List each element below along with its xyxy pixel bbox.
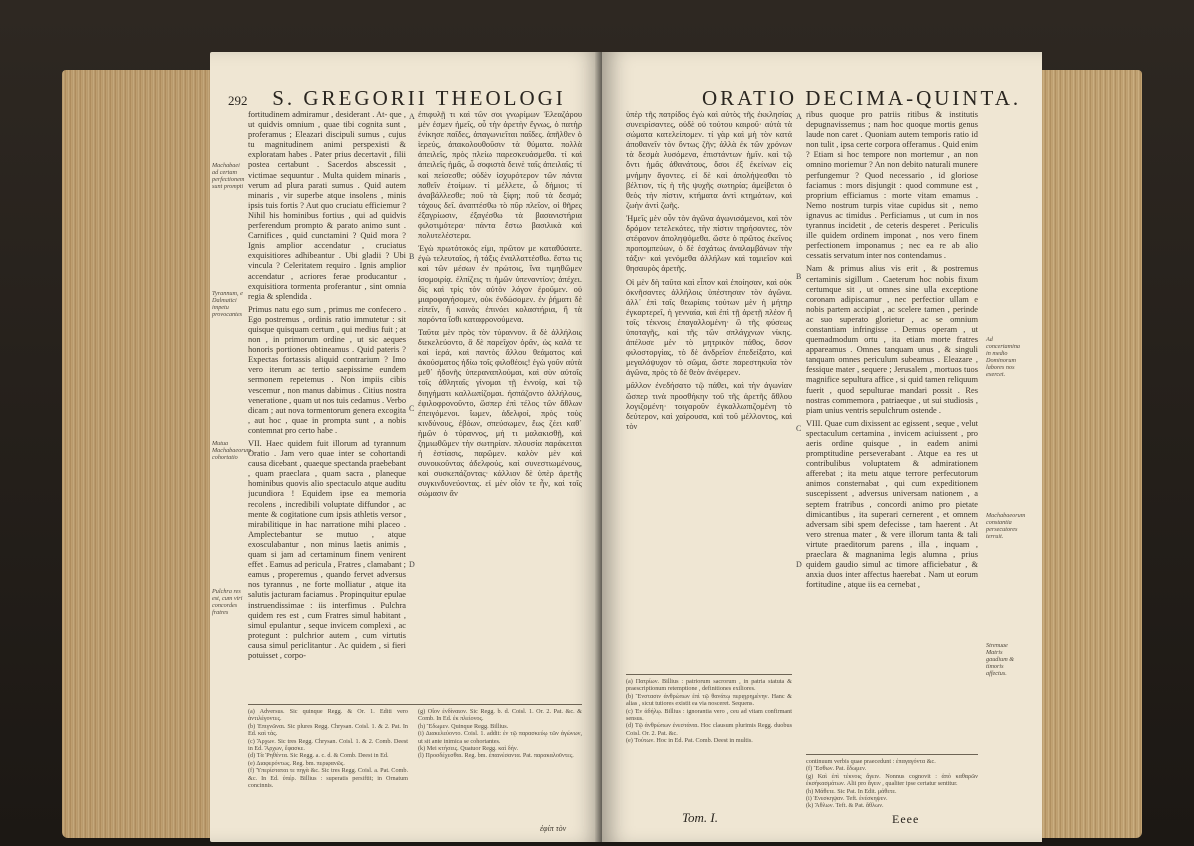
section-letter: B	[796, 272, 802, 281]
right-running-head	[702, 86, 1042, 111]
footnote: (d) Τῷ ἀνθρώπων ἐνεστάναι. Hoc clausum plurimis Regg. duobus Coisl. Or. 2. Pat. &c.	[626, 722, 792, 737]
section-letter: D	[409, 560, 415, 569]
right-page	[602, 52, 1042, 842]
footnote: (i) Διακελεύοντο. Coisl. 1. addit: ἐν τῷ παρασκεύῳ τῶν ἀγώνων, ut sit ante inimica se cohortantes.	[418, 730, 582, 745]
footnotes-right-2	[806, 758, 978, 810]
footnote: (k) Mei κτήσεις. Quatuor Regg. καὶ δήν.	[418, 745, 519, 753]
footnote: (f) Ἔσθων. Pat. ἔδωμεν.	[806, 765, 867, 773]
footnote-rule	[626, 674, 792, 675]
latin-paragraph: Primus natu ego sum , primus me confecero . Ego postremus , ordinis ratio immutetur : sit quisque quisquam certum , qui medius fuit ; at non , in primorum ordine , ut sic aeques honoris portiones obtineamus . Quid pateris ? Expectas fortassis aliquid contrarium ? Imo vero iterum ac tertio saepissime eundem sermonem repetemus . Non impiis cibis vescemur , non manus dabimus . Citius nostra veneratione , quam ut nos tuis cedamus . Verbo dicam ; aut nova tormentorum genera excogita , aut hoc , quae in prompta sunt , a nobis contemnat pro certo habe .	[248, 304, 406, 435]
greek-paragraph: Οἱ μὲν δὴ ταῦτα καὶ εἶπον καὶ ἐποίησαν, καὶ οὐκ ὀκνῆσαντες ἀλλήλοις ὑπέστησαν τὸν ἀγῶνα. ἀλλ᾽ ἐπὶ ταῖς θεωρίαις τούτων μὲν ἡ μήτηρ ἐγκαρτερεῖ, ἡ γενναία, καὶ ἐπὶ τῇ ἀρετῇ πλέον ἢ τοῖς τέκνοις ἐπαγαλλομένη· ὢ τῆς φύσεως ὑποταγῆς, καὶ τῆς τῶν σπλάγχνων νίκης. ἀπέλυσε μὲν τὸ μητρικὸν πάθος, ὅσον φιλοστοργίας, τὸ δὲ ἀνδρεῖον ἐπεδείξατο, καὶ μεγαλόψυχον τὸ σῶμα, ὥστε παρεστηκυῖα τὸν ἀγῶνα, πρὸς τὸ δὲ θεὸν ἀνέφερεν.	[626, 277, 792, 378]
section-letter: C	[796, 424, 802, 433]
footnote: (i) Ἐνεσκηψαν. Teft. ἐνέσκηψεν.	[806, 795, 888, 803]
section-letter: B	[409, 252, 415, 261]
greek-paragraph: ὑπὲρ τῆς πατρίδος ἐγὼ καὶ αὐτὸς τῆς ἐκκλησίας συνειρίσαντες, οὐδὲ οὐ τούτου καιροῦ· αὐτὰ τὰ σώματα κατελείπομεν. τί γὰρ καὶ μὴ τὸν κατά ἀποθανεῖν τὸν ὄντως ζῆν; ἀλλὰ ἐκ τῶν χρόνων τὰ δεσμὰ λυσόμενα, ἐπιστάντων ἡμῖν. καὶ τῷ ὄντι ἡμᾶς ἀθανάτους, ὅσοι ἐξ ἐκείνων εἰς μνήμην ἄγοντες. εἰ δὲ καὶ ἀπολήψεσθαι τὸ βέλτιον, τίς ἡ τῆς ψυχῆς σωτηρία; ἀμείβεται ὁ θεὸς τὴν πίστιν, κτήματα ἀντὶ κτημάτων, καὶ ζωὴν ἀντὶ ζωῆς.	[626, 110, 792, 210]
footnotes-left	[248, 708, 408, 818]
left-page-edges	[62, 70, 212, 838]
section-letter: D	[796, 560, 802, 569]
latin-paragraph: Nam & primus alius vis erit , & postremus certaminis sigillum . Caeterum hoc nobis fixum certumque sit , ut omnes sine ulla exceptione coronam adipiscamur , nec perfectior ullam e nobis partem accipiat , ac scelere tamen , perinde ac suo superato glorietur , ac se omnium constantiam infringisse . Demus operam , ut quemadmodum ortu , ita etiam morte fratres appareamus . Omnes tanquam unus , & singuli tanquam omnes periculum subeamus . Eleazare , fessique mater , sequere ; Jerusalem , mortuos tuos magnifice sepultura affice , si quid tamen reliquum fuerit , quod sepulturae mandari possit . Res nostras commemora , patriaeque , ut sui studiosis , piam unius ventris sepulchrum ostende .	[806, 264, 978, 415]
greek-paragraph: ἐπιφυλῇ τι καὶ τῶν σοι γνωρίμων Ἐλεαζάρου μὲν ἐσμεν ἡμεῖς, οὗ τὴν ἀρετὴν ἔγνως, ὁ πατὴρ ἐνίκησε παῖδες, ἀπαγωνιεῖται παῖδες. ἀπῆλθεν ὁ ἱερεύς, ἀπακολουθοῦσιν τὰ θύματα. πολλὰ ἀπειλεῖς, πρὸς πλείω παρεσκευάσμεθα. τί καὶ ἀπειλεῖς ἡμᾶς, ὦ σοφιστὰ δεινὲ ταῖς ἀπειλαῖς; τί καὶ πείσεσθε; οὐδὲν ἰσχυρότερον τῶν πάντα παθεῖν ἑτοίμων. τί μέλλετε, ὦ δήμιοι; τί ἀναβάλλεσθε; ποῦ τὰ ξίφη; ποῦ τὰ δεσμά; τάχους δεῖ. ἀναπτέσθω τὸ πῦρ πλεῖον, οἱ θῆρες ἐξαγρίωσιν, ἐξαγέσθω τὰ βασανιστήρια φιλοτιμότερα· πάντα ἔστω βασιλικὰ καὶ πολυτελέστερα.	[418, 110, 582, 241]
latin-paragraph: VII. Haec quidem fuit illorum ad tyrannum Oratio . Jam vero quae inter se cohortandi causa dicebant , quaeque spectanda praebebant , quam praeclara , quam sacra , planeque hominibus quovis alio spectaculo atque auditu jucundiora ! Equidem ipse ea memoria recolens , incredibili voluptate diffundor , ac mente & cogitatione cum ipsis athletis versor , mirabilitique in hac narratione mihi placeo . Amplectebantur se mutuo , atque exosculabantur , non minus laetis animis , quam si jam ad certaminum finem venirent effet . Eamus ad pericula , Fratres , clamabant ; eamus , properemus , quando fervet adversus nos tyrannus , ne forte molliatur , atque ita salutis jacturam faciamus . Propinquitur epulae instruendissimae : iis interfimus . Pulchra quidem res est , cum Fratres simul habitant , simul epulantur , seque invicem complexi , ac protegunt : pulchrior autem , cum virtutis causa simul periclitantur . Ac quidem , si fieri potuisset , corpo-	[248, 439, 406, 660]
footnote: (a) Adversus. Sic quinque Regg. & Or. 1. Editi vero ἀντιλέγοντες.	[248, 708, 408, 723]
section-letter: C	[409, 404, 415, 413]
margin-note: Strenuae Matris gaudium & timoris affectus.	[986, 642, 1015, 677]
margin-note: Ad concertamina in medio Dominorum labores nos exercet.	[986, 336, 1021, 378]
section-letter: A	[796, 112, 802, 121]
greek-paragraph: Ἡμεῖς μὲν οὖν τὸν ἀγῶνα ἀγωνισάμενοι, καὶ τὸν δρόμον τετελεκότες, τὴν πίστιν τηρήσαντες, τὸν στέφανον ἀποληψόμεθα. ὥστε ὁ πρῶτος ἐκεῖνος προπομπεύων, ὁ δὲ ἐσχάτως ἀναλαμβάνων τὴν τάξιν· καὶ γενόμεθα ἀλλήλων καὶ ταμιεῖον καὶ θησαυρὸς ἀρετῆς.	[626, 213, 792, 274]
latin-column	[248, 110, 406, 700]
footnote: (c) Ἐν ἀδήλῳ. Billius : ignorantia vero , ceu ad vitam confirmant sensus.	[626, 707, 792, 723]
footnote-rule	[806, 754, 978, 755]
footnote: (h) Μάθετε. Sic Pat. In Edit. μάθετε.	[806, 787, 897, 795]
latin-paragraph: ribus quoque pro patriis ritibus & institutis depugnavissemus ; nam hoc quoque mortis genus laude non caret . Quoniam autem temporis ratio id non tulit , ipsa certe corpora offeramus . Quid enim ? Etiam si hoc tempore non mortemur , an non omnino moriemur ? An non debito naturali munere perfungemur ? Quod necessario , id gloriose faciamus : mors disjungit : quod commune est , proprium efficiamus : morte vitam emamus . Nemo nostrum turpis vitae cupidus sit , nemo ignavus ac timidus . Perficiamus , ut cum in nos tyrannus incidetit , de ceteris desperet . Periculis ille quidem ordinem imponat , nos vero finem perfectionem imponamus ; nec ea re ab alio cessatis servatum inter nos contendamus .	[806, 110, 978, 261]
greek-column	[418, 110, 582, 700]
footnote: (c) Ἄρχων. Sic tres Regg. Chrysan. Coisl. 1. & 2. Comb. Deest in Ed. Ἄρχων, ἔφασκε.	[248, 737, 408, 753]
footnotes-right	[626, 678, 792, 796]
footnote: (h) Ἔδωμεν. Quinque Regg. Billius.	[418, 722, 509, 730]
open-book	[62, 52, 1142, 842]
signature-mark: Eeee	[892, 812, 920, 826]
section-letter: A	[409, 112, 415, 121]
latin-paragraph: VIII. Quae cum dixissent ac egissent , seque , velut spectaculum certamina , invicem aciuissent , pro aeris ordine quisque , in eadem animi promptitudine perseverabant . Atque ea res ut contribulibus voluptatem & admirationem afferebat ; ita metu atque terrore perfecutorum animos consternabat , qui cum expeditionem suscepissent , adversus universam nationem , a septem fratribus , concordi animo pro pietate dimicantibus , ita superari cernerent , et omnem adversam sibi spem defecisse , tam haerent . At vero strenua mater , & vere illorum tanta & tali virtute praeditorum parens , illa , inquam , praeclara & magnanima legis alumna , prius quidem gaudio simul ac timore afficiebatur , & anxia duos inter affectus haerebat . Nam ut eorum fortitudine , atque iis ea cernebat ,	[806, 418, 978, 590]
left-running-head	[228, 86, 566, 111]
margin-note: Machabaeorum constantia persecutores terruit.	[986, 512, 1026, 540]
volume-label: Tom. I.	[682, 810, 719, 825]
left-page	[210, 52, 602, 842]
footnote: continuum verbis quae praecedunt : ἐπαγαγόντα &c.	[806, 758, 936, 765]
footnote: (l) Προσδέχεσθαι. Reg. bm. ἐπαινέσαντα. Pat. παρακαλοῦντες.	[418, 752, 574, 760]
greek-paragraph: Ἐγὼ πρωτότοκός εἰμι, πρῶτον με καταθύσατε. ἐγὼ τελευταῖος, ἡ τάξις ἐναλλαττέσθω. ἔστω τις καὶ τῶν μέσων ἐν πρώτοις, ἵνα τιμηθῶμεν ἰσομοιρίᾳ. ἐλπίζεις τι ἡμῶν ὑπεναντίον; ἀπέχει. δὶς καὶ τρὶς τὸν αὐτὸν λόγον ἐροῦμεν. οὐ μιαροφαγήσομεν, οὐκ ἐνδώσομεν. ἐν ῥήματι δὲ εἰπεῖν, ἢ καινὰς ἐπινόει κολαστήρια, ἢ τὰ παρόντα ἴσθι καταφρονούμενα.	[418, 244, 582, 324]
left-page-number: 292	[228, 93, 248, 108]
right-page-edges	[1042, 70, 1142, 838]
margin-note: Pulchra res est, cum viri concordes fratres	[212, 588, 243, 616]
footnote-rule	[248, 704, 582, 705]
footnote: (k) Ἄθλων. Teft. & Pat. ἄθλων.	[806, 802, 884, 810]
margin-note: Tyrannum, e Dalmatici impetu provocantes	[212, 290, 243, 318]
footnotes-left-2	[418, 708, 582, 818]
footnote: (b) Ἐπιγνῶναι. Sic plures Regg. Chrysan. Coisl. 1. & 2. Pat. In Ed. καὶ τὰς.	[248, 722, 408, 738]
footnote: (d) Τὰ Ῥηθέντα. Sic Regg. a. c. d. & Comb. Deest in Ed.	[248, 752, 389, 760]
left-running-title: S. GREGORII THEOLOGI	[272, 86, 566, 110]
catchword: ἐφίπ τὸν	[540, 824, 567, 833]
greek-column	[626, 110, 792, 670]
footnote: (g) Οἷον ἐνδίναιον. Sic Regg. b. d. Coisl. 1. Or. 2. Pat. &c. & Comb. In Ed. ἐκ πλείονος.	[418, 708, 582, 723]
footnote: (b) Ἔνστασιν ἀνθρώπων ἐπὶ τῷ θανάτῳ περιῃρημένην. Hanc & alias , sicut tutiores existit ea via nosceret. Sequens.	[626, 692, 792, 708]
footnote: (e) Διαφερόντως. Reg. bm. περιφανῶς.	[248, 759, 345, 767]
margin-note: Machabaei ad certam perfectionem sunt prompti	[212, 162, 245, 190]
greek-paragraph: μᾶλλον ἐνεδήσατο τῷ πάθει, καὶ τὴν ἀγωνίαν ὥσπερ τινὰ προσθήκην τοῦ τῆς ἀρετῆς ἄθλου λογιζομένη· τοιγαροῦν ἐγκαλλωπιζομένη τὸ δεύτερον, καὶ χαίρουσα, καὶ τοῦ μέλλοντος, καὶ τὸν	[626, 381, 792, 431]
margin-note: Mutua Machabaeorum cohortatio	[212, 440, 252, 461]
right-running-title: ORATIO DECIMA-QUINTA.	[702, 86, 1022, 110]
footnote: (g) Καὶ ἐπὶ τέκνοις ἄγειν. Nonnus cognovit : ἀπὸ καθαρῶν ἐκσήκασμάτων. Alii pro ἄγειν , qualiter ipse certatur sentitur.	[806, 772, 978, 788]
greek-paragraph: Ταῦτα μὲν πρὸς τὸν τύραννον. ἃ δὲ ἀλλήλοις διεκελεύοντο, ἃ δὲ παρεῖχον ὁρᾶν, ὡς καλὰ τε καὶ ἱερά, καὶ παντὸς ἄλλου θεάματος καὶ ἀκούσματος ἡδίω τοῖς φιλοθέοις! ἐγὼ γοῦν αὐτὰ μεθ᾽ ἡδονῆς ὑπεραναπλούμαι, καὶ σὺν αὐτοῖς τοῖς ἀθληταῖς γίνομαι τῇ ἐννοίᾳ, καὶ τῷ διηγήματι καλλωπίζομαι. ἠσπάζοντο ἀλλήλους, ἐφιλοφρονοῦντο, ὥσπερ ἐπὶ τέλος τῶν ἄθλων ἐπειγόμενοι. ἴωμεν, ἀδελφοί, πρὸς τοὺς κινδύνους, ἐβόων, σπεύσωμεν, ἕως ζέει καθ᾽ ἡμῶν ὁ τύραννος, μή τι μαλακισθῇ, καὶ ζημιωθῶμεν τὴν σωτηρίαν. πλουσία παράκειται ἡ ἑστίασις, παρῶμεν. καλὸν μὲν καὶ συνοικοῦντας ἀδελφούς, καὶ συνεστιωμένους, καὶ συσκεπάζοντας· κάλλιον δὲ ὑπὲρ ἀρετῆς συγκινδυνεύοντας. εἰ μὲν οἷόν τε ἦν, καὶ τοῖς σώμασιν ἂν	[418, 327, 582, 499]
footnote: (e) Τούτων. Hoc in Ed. Pat. Comb. Deest in multis.	[626, 737, 753, 745]
footnote: (a) Πατρίων. Billius : patriorum sacrorum , in patria statuta & praescriptionum retemptione , definitiones exiliores.	[626, 678, 792, 693]
latin-paragraph: fortitudinem admiramur , desiderant . At- que , ut quidvis omnium , quae tibi cognita sunt , proferamus ; Eleazari discipuli sumus , cujus tu magnitudinem animi perspexisti & exploratam habes . Pater prius decertavit , filii postea certabunt . Sacerdos abscessit , victimae sequuntur . Multa quidem minaris , verum ad plura parati sumus . Quid autem minaris , vir superbe atque insolens , minis ipsis tuis fortis ? Aut quo cruciatu efficiemur ? Nihil his hominibus fortius , qui ad quidvis perferendum prompto & parato animo sunt . Carnifices , quid cunctamini ? Quid mora ? Ignis amplior accendatur , cruciatus exquisitiores adhibeantur . Ubi gladii ? Ubi vincula ? Celeritatem requiro . Ignis amplior accendatur , acriores ferae producantur , exquisitiora tormenta proferantur , sint omnia regia & splendida .	[248, 110, 406, 301]
footnote: (f) Ὑπερίσταται τε πηγὰ &c. Sic tres Regg. Coisl. a. Pat. Comb. &c. In Ed. ὑπέρ. Billius : superatis persiftit; in Ornatum concinnis.	[248, 767, 408, 790]
latin-column	[806, 110, 978, 750]
